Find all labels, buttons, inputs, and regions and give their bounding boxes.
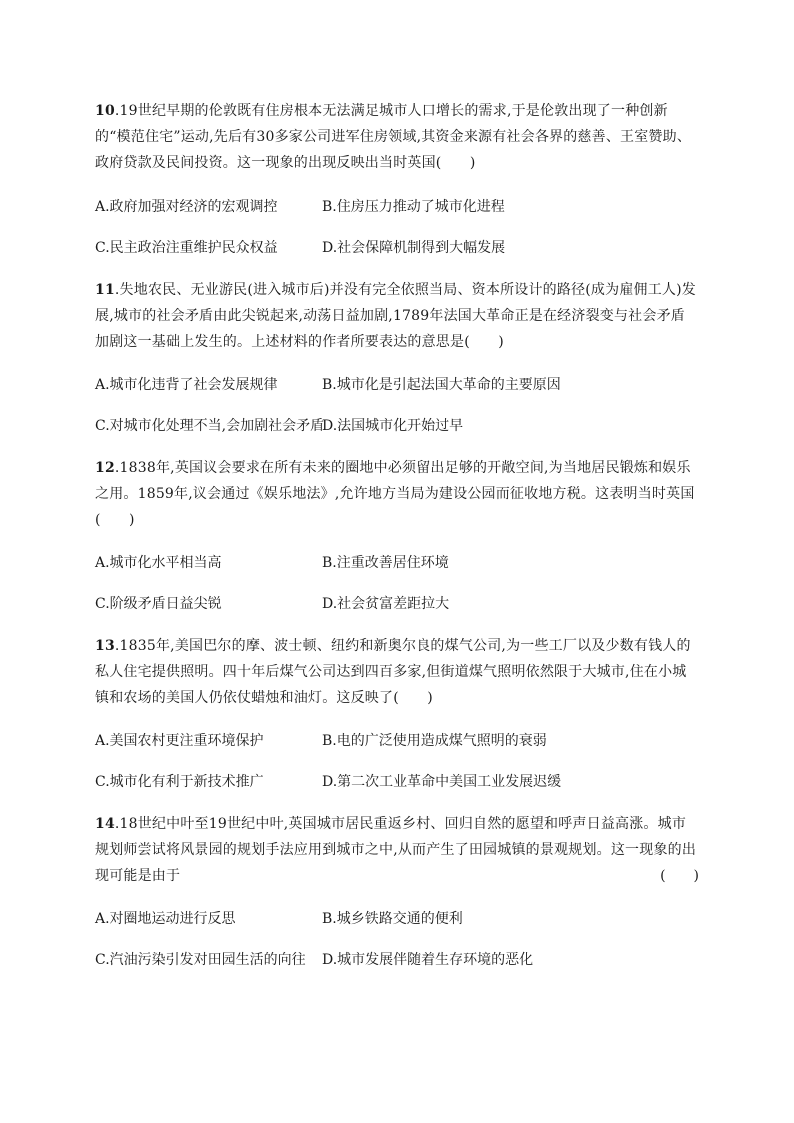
question-text: .18世纪中叶至19世纪中叶,英国城市居民重返乡村、回归自然的愿望和呼声日益高涨。城市规划师尝试将风景园的规划手法应用到城市之中,从而产生了田园城镇的景观规划。这一现象的出现可能是由于 [95, 816, 697, 884]
option-a[interactable]: A.对圈地运动进行反思 [95, 911, 236, 927]
option-c[interactable]: C.民主政治注重维护民众权益 [95, 240, 278, 256]
option-b[interactable]: B.城乡铁路交通的便利 [322, 911, 463, 927]
option-d[interactable]: D.社会贫富差距拉大 [322, 596, 450, 612]
question-stem [95, 811, 699, 889]
option-a[interactable]: A.城市化水平相当高 [95, 555, 222, 571]
option-a[interactable]: A.美国农村更注重环境保护 [95, 733, 264, 749]
option-c[interactable]: C.汽油污染引发对田园生活的向往 [95, 952, 306, 968]
question-10 [95, 98, 699, 176]
answer-paren: ( ) [660, 868, 699, 884]
question-13 [95, 633, 699, 711]
option-b[interactable]: B.电的广泛使用造成煤气照明的衰弱 [322, 733, 547, 749]
question-text: .失地农民、无业游民(进入城市后)并没有完全依照当局、资本所设计的路径(成为雇佣工人)发展,城市的社会矛盾由此尖锐起来,动荡日益加剧,1789年法国大革命正是在经济裂变与社会矛盾加剧这一基础上发生的。上述材料的作者所要表达的意思是( ) [95, 282, 696, 350]
question-11 [95, 277, 699, 355]
option-a[interactable]: A.政府加强对经济的宏观调控 [95, 199, 278, 215]
question-text: .19世纪早期的伦敦既有住房根本无法满足城市人口增长的需求,于是伦敦出现了一种创新的“模范住宅”运动,先后有30多家公司进军住房领域,其资金来源有社会各界的慈善、王室赞助、政府贷款及民间投资。这一现象的出现反映出当时英国( ) [95, 103, 692, 171]
option-c[interactable]: C.对城市化处理不当,会加剧社会矛盾 [95, 418, 325, 434]
option-d[interactable]: D.法国城市化开始过早 [322, 418, 464, 434]
question-number: 13 [95, 638, 115, 654]
option-b[interactable]: B.注重改善居住环境 [322, 555, 449, 571]
option-a[interactable]: A.城市化违背了社会发展规律 [95, 377, 278, 393]
question-number: 14 [95, 816, 115, 832]
option-c[interactable]: C.阶级矛盾日益尖锐 [95, 596, 222, 612]
option-b[interactable]: B.住房压力推动了城市化进程 [322, 199, 505, 215]
question-text: .1838年,英国议会要求在所有未来的圈地中必须留出足够的开敞空间,为当地居民锻炼和娱乐之用。1859年,议会通过《娱乐地法》,允许地方当局为建设公园而征收地方税。这表明当时英国( ) [95, 460, 695, 528]
question-text: .1835年,美国巴尔的摩、波士顿、纽约和新奥尔良的煤气公司,为一些工厂以及少数有钱人的私人住宅提供照明。四十年后煤气公司达到四百多家,但街道煤气照明依然限于大城市,住在小城镇和农场的美国人仍依仗蜡烛和油灯。这反映了( ) [95, 638, 691, 706]
question-12 [95, 455, 699, 533]
option-c[interactable]: C.城市化有利于新技术推广 [95, 774, 264, 790]
question-number: 12 [95, 460, 115, 476]
option-b[interactable]: B.城市化是引起法国大革命的主要原因 [322, 377, 561, 393]
question-number: 11 [95, 282, 115, 298]
question-stem [95, 633, 699, 711]
question-stem [95, 277, 699, 355]
question-14 [95, 811, 699, 889]
option-d[interactable]: D.城市发展伴随着生存环境的恶化 [322, 952, 534, 968]
question-stem [95, 455, 699, 533]
question-stem [95, 98, 699, 176]
question-number: 10 [95, 103, 115, 119]
option-d[interactable]: D.第二次工业革命中美国工业发展迟缓 [322, 774, 562, 790]
option-d[interactable]: D.社会保障机制得到大幅发展 [322, 240, 506, 256]
